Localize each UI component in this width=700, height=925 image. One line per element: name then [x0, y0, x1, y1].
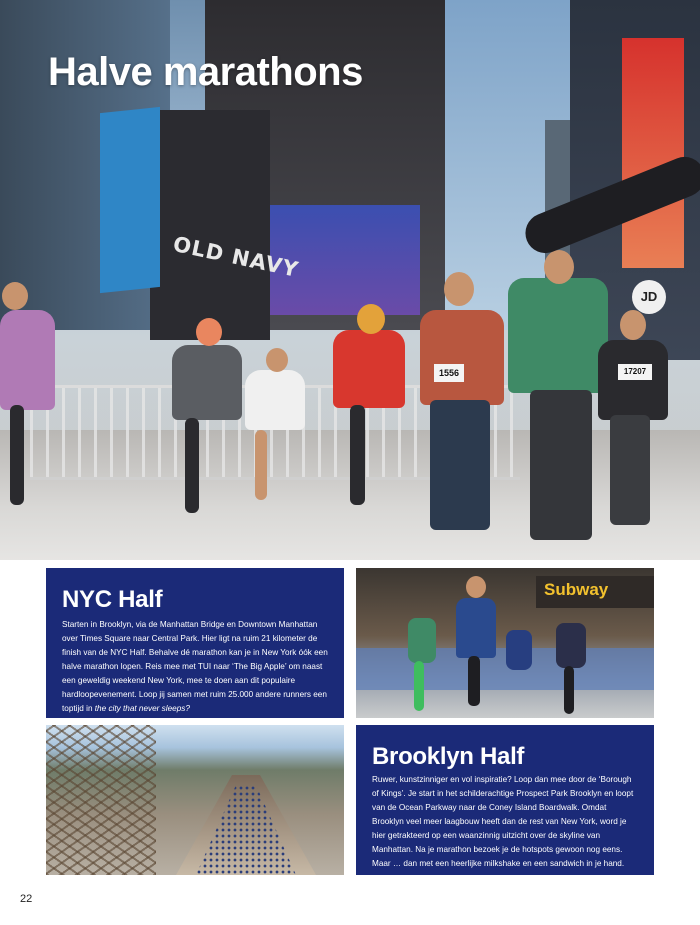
runner	[333, 330, 405, 408]
runner	[598, 340, 668, 420]
nyc-half-body-text: Starten in Brooklyn, via de Manhattan Bridge en Downtown Manhattan over Times Square naar Central Park. Hier ligt na ruim 21 kilometer de finish van de NYC Half. Behalve dé marathon kan je in New York óók een halve marathon lopen. Reis mee met TUI naar ‘The Big Apple’ om naast een geweldig weekend New York, mee te doen aan dit populaire hardloopevenement. Loop jij samen met ruim 25.000 andere runners een toptijd in	[62, 620, 328, 713]
jd-logo: JD	[632, 280, 666, 314]
billboard	[100, 107, 160, 293]
race-bib: 1556	[434, 364, 464, 382]
page-title: Halve marathons	[48, 50, 363, 94]
runner-head	[196, 318, 222, 346]
page-number: 22	[20, 893, 33, 905]
runner-leg	[610, 415, 650, 525]
runner	[556, 623, 586, 668]
runner-leg	[430, 400, 490, 530]
runner-leg	[350, 405, 365, 505]
runner-head	[620, 310, 646, 340]
runner-leg	[255, 430, 267, 500]
billboard	[622, 38, 684, 268]
nyc-half-body-italic: the city that never sleeps?	[94, 704, 190, 713]
runner-head	[444, 272, 474, 306]
brooklyn-half-body: Ruwer, kunstzinniger en vol inspiratie? Loop dan mee door de ‘Borough of Kings’. Je start in het schilderachtige Prospect Park Brooklyn en loopt van de Ocean Parkway naar de Coney Island Boardwalk. Omdat Brooklyn veel meer laagbouw heeft dan de rest van New York, word je hier getrakteerd op een waanzinnig uitzicht over de skyline van Manhattan. Na je marathon bezoek je de hotspots gewoon nog eens. Maar … dan met een heerlijke milkshake en een sandwich in je hand.	[372, 775, 634, 868]
runner-head	[2, 282, 28, 310]
runner-leg	[185, 418, 199, 513]
runner	[506, 630, 532, 670]
runner	[508, 278, 608, 393]
runner	[0, 310, 55, 410]
race-bib: 17207	[618, 364, 652, 380]
runner-leg	[530, 390, 592, 540]
barrier-fence	[356, 648, 654, 690]
runner-leg	[414, 661, 424, 711]
roller-coaster	[46, 725, 156, 875]
runner-head	[466, 576, 486, 598]
coney-island-photo	[46, 725, 344, 875]
nyc-half-heading: NYC Half	[62, 586, 163, 613]
subway-sign-text: Subway	[544, 580, 609, 599]
nyc-half-panel	[46, 568, 344, 718]
runner-head	[357, 304, 385, 334]
brooklyn-half-heading: Brooklyn Half	[372, 743, 525, 770]
old-navy-sign: OLD NAVY	[170, 231, 301, 283]
runner	[420, 310, 504, 405]
runner	[245, 370, 305, 430]
building	[150, 110, 270, 340]
runner	[408, 618, 436, 663]
subway-runners-photo	[356, 568, 654, 718]
runner-leg	[10, 405, 24, 505]
nyc-half-body	[62, 618, 330, 716]
runner	[172, 345, 242, 420]
runner-head	[544, 250, 574, 284]
runner-leg	[564, 666, 574, 714]
brooklyn-half-panel	[356, 725, 654, 875]
runner-leg	[468, 656, 480, 706]
runner	[456, 598, 496, 658]
runner-head	[266, 348, 288, 372]
